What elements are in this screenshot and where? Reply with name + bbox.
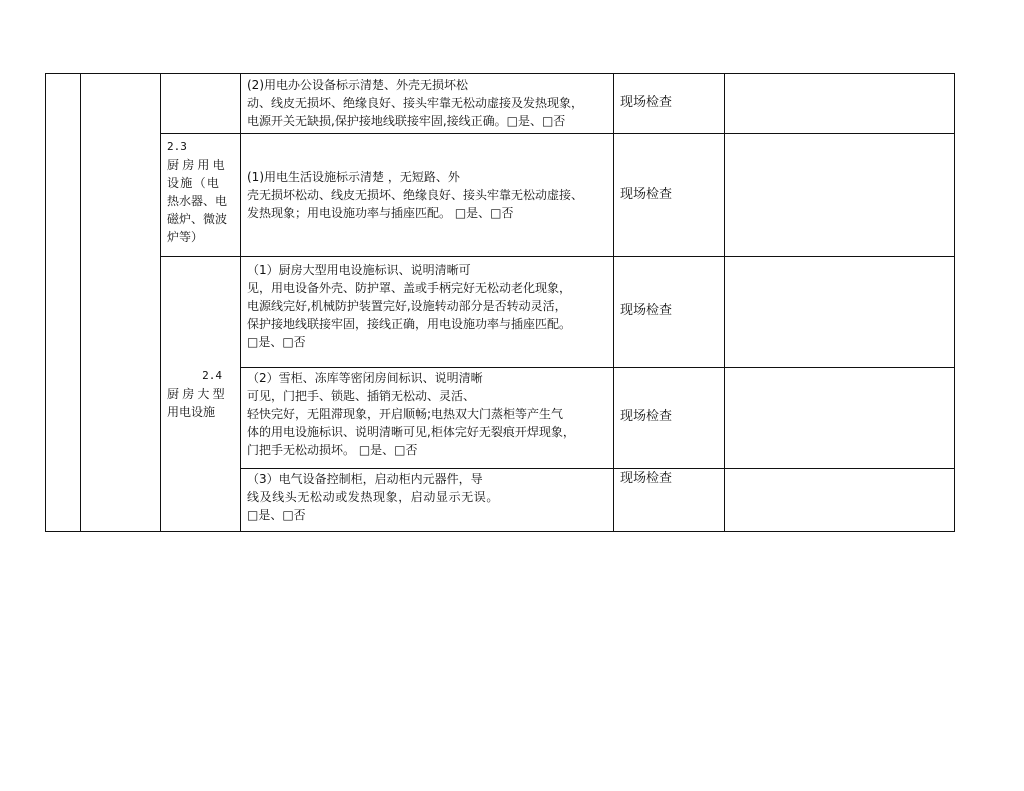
inspection-table [45,73,955,532]
content-line: 壳无损坏松动、线皮无损坏、绝缘良好、接头牢靠无松动虚接、 [247,188,584,202]
section-2-3-cell [161,134,240,256]
section-title-line: 热水器、电 [167,194,228,208]
method-cell [614,469,724,531]
section-title-line: 厨房用电 [167,158,228,172]
method-cell [614,368,724,468]
section-2-4-cell [161,257,240,531]
method-text: 现场检查 [620,303,673,318]
content-cell [241,74,613,133]
content-line: （1）厨房大型用电设施标识、说明清晰可 [247,263,471,277]
content-line: □是、□否 [247,335,306,349]
content-line: (2)用电办公设备标示清楚、外壳无损坏松 [247,78,468,92]
rule-col-1 [80,73,81,532]
content-line: （3）电气设备控制柜，启动柜内元器件，导 [247,472,483,486]
rule-col-0 [45,73,46,532]
content-line: 轻快完好，无阻滞现象，开启顺畅;电热双大门蒸柜等产生气 [247,407,564,421]
content-line: 动、线皮无损坏、绝缘良好、接头牢靠无松动虚接及发热现象， [247,96,584,110]
rule-bottom [45,531,955,532]
content-line: 线及线头无松动或发热现象，启动显示无误。 [247,490,500,504]
method-text: 现场检查 [620,95,673,110]
content-line: (1)用电生活设施标示清楚 ，无短路、外 [247,170,460,184]
method-cell [614,74,724,133]
content-line: 可见，门把手、锁匙、插销无松动、灵活、 [247,389,476,403]
content-cell [241,134,613,256]
content-line: 保护接地线联接牢固，接线正确，用电设施功率与插座匹配。 [247,317,572,331]
content-line: （2）雪柜、冻库等密闭房间标识、说明清晰 [247,371,483,385]
section-number: 2.3 [167,140,187,153]
content-cell [241,257,613,367]
content-line: 体的用电设施标识、说明清晰可见,柜体完好无裂痕开焊现象， [247,425,575,439]
method-text: 现场检查 [620,409,673,424]
method-cell [614,257,724,367]
content-line: 发热现象；用电设施功率与插座匹配。 □是、□否 [247,206,514,220]
content-line: □是、□否 [247,508,306,522]
section-title-line: 用电设施 [167,405,216,419]
section-title-line: 炉等） [167,230,204,244]
section-title-line: 设施（电 [167,176,221,190]
section-number: 2.4 [202,369,222,382]
rule-col-5 [724,73,725,532]
content-cell [241,469,613,531]
content-line: 门把手无松动损坏。 □是、□否 [247,443,418,457]
section-title-line: 磁炉、微波 [167,212,228,226]
content-line: 电源开关无缺损,保护接地线联接牢固,接线正确。□是、□否 [247,114,566,128]
content-line: 见，用电设备外壳、防护罩、盖或手柄完好无松动老化现象， [247,281,572,295]
method-text: 现场检查 [620,187,673,202]
content-line: 电源线完好,机械防护装置完好,设施转动部分是否转动灵活， [247,299,567,313]
content-cell [241,368,613,468]
rule-col-6 [954,73,955,532]
method-text: 现场检查 [620,471,673,486]
section-title-line: 厨房大型 [167,387,228,401]
method-cell [614,134,724,256]
